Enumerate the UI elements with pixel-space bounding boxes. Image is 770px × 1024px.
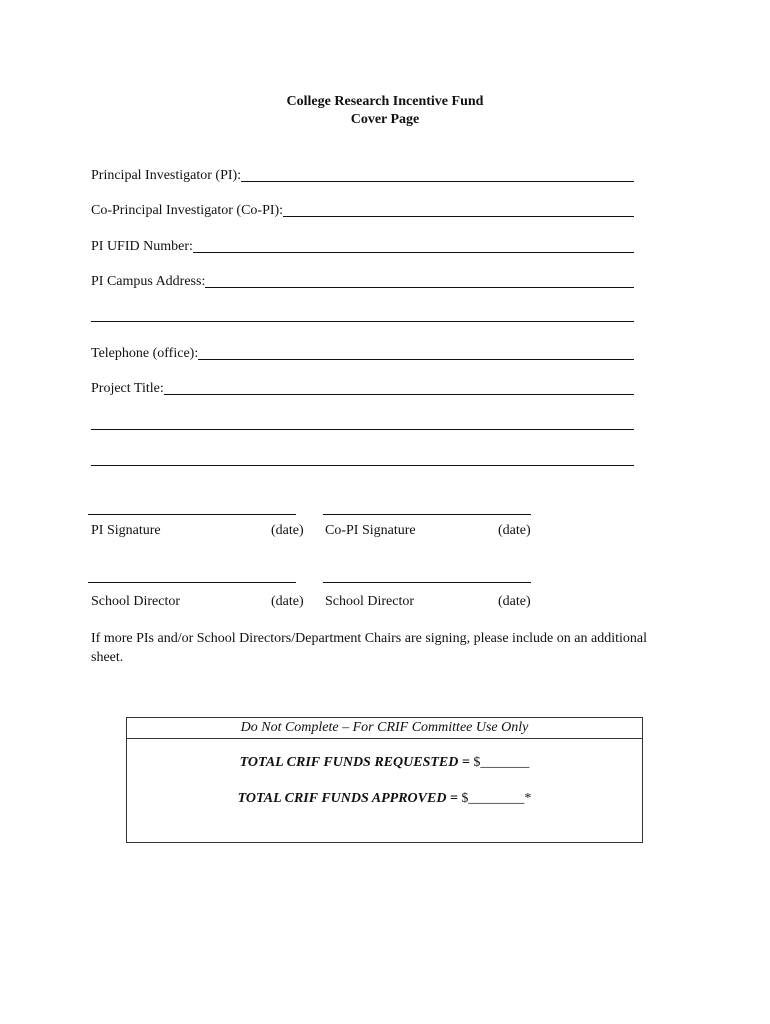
copi-field[interactable] xyxy=(91,199,634,219)
funds-approved-line xyxy=(127,791,642,807)
page-title: College Research Incentive Fund xyxy=(286,94,484,109)
address-field[interactable] xyxy=(91,270,634,290)
school-director-date-label-2: (date) xyxy=(498,594,531,609)
project-title-input-line[interactable] xyxy=(164,393,634,395)
copi-input-line[interactable] xyxy=(283,215,634,217)
funds-approved-label: TOTAL CRIF FUNDS APPROVED = xyxy=(237,791,462,806)
telephone-field[interactable] xyxy=(91,342,634,362)
address-line-2[interactable] xyxy=(91,321,634,322)
telephone-input-line[interactable] xyxy=(198,358,634,360)
school-director-signature-line-1[interactable] xyxy=(88,582,296,583)
copi-label: Co-Principal Investigator (Co-PI): xyxy=(91,203,284,218)
committee-box-header: Do Not Complete – For CRIF Committee Use Only xyxy=(127,718,642,739)
school-director-label-2: School Director xyxy=(325,594,415,609)
project-title-line-3[interactable] xyxy=(91,465,634,466)
committee-use-box xyxy=(126,717,643,843)
funds-requested-label: TOTAL CRIF FUNDS REQUESTED = xyxy=(239,755,474,770)
ufid-input-line[interactable] xyxy=(193,251,634,253)
school-director-label-1: School Director xyxy=(91,594,181,609)
project-title-field[interactable] xyxy=(91,377,634,397)
pi-field[interactable] xyxy=(91,164,634,184)
funds-approved-blank[interactable]: $________* xyxy=(461,791,532,806)
page-subtitle: Cover Page xyxy=(350,112,420,127)
funds-requested-line xyxy=(127,755,642,771)
ufid-field[interactable] xyxy=(91,235,634,255)
copi-signature-date-label: (date) xyxy=(498,523,531,538)
school-director-date-label-1: (date) xyxy=(271,594,304,609)
pi-signature-label: PI Signature xyxy=(91,523,161,538)
additional-signers-note: If more PIs and/or School Directors/Department Chairs are signing, please include on an additional sheet. xyxy=(91,631,647,665)
project-title-line-2[interactable] xyxy=(91,429,634,430)
pi-label: Principal Investigator (PI): xyxy=(91,168,242,183)
copi-signature-line[interactable] xyxy=(323,514,531,515)
copi-signature-label: Co-PI Signature xyxy=(325,523,416,538)
address-input-line[interactable] xyxy=(205,286,634,288)
ufid-label: PI UFID Number: xyxy=(91,239,193,254)
school-director-signature-line-2[interactable] xyxy=(323,582,531,583)
pi-signature-line[interactable] xyxy=(88,514,296,515)
project-title-label: Project Title: xyxy=(91,381,164,396)
funds-requested-blank[interactable]: $_______ xyxy=(473,755,530,770)
pi-signature-date-label: (date) xyxy=(271,523,304,538)
pi-input-line[interactable] xyxy=(241,180,634,182)
telephone-label: Telephone (office): xyxy=(91,346,199,361)
address-label: PI Campus Address: xyxy=(91,274,206,289)
